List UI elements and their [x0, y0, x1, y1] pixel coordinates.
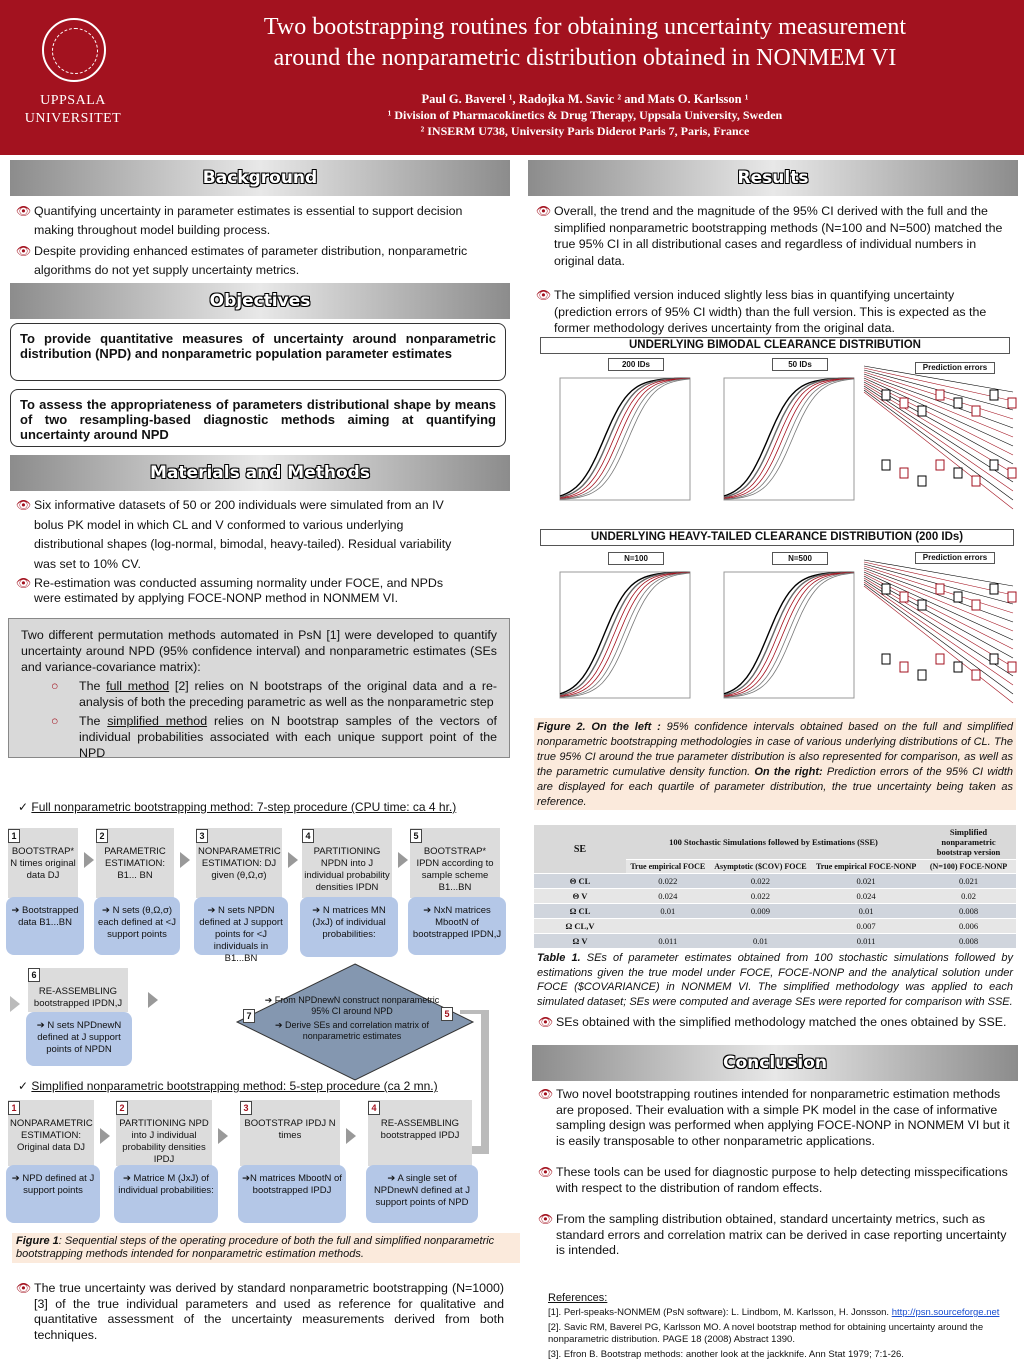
stepbox: RE-ASSEMBLING bootstrapped IPDJ: [368, 1100, 472, 1166]
results-text: [532, 203, 1012, 339]
row-label: Ω CL,V: [534, 919, 626, 934]
step-result: ➔ Bootstrapped data B1...BN: [6, 897, 84, 955]
table-1-caption: Table 1. SEs of parameter estimates obtained from 100 stochastic simulations followed by estimations given the true model under FOCE, FOCE-NONP and the analytical solution under FOCE ($COVARIANCE) in NONMEM VI. The simplified methodology was applied to each simulated dataset; SEs were computed and average SEs were reported for comparison with SSE.: [534, 950, 1016, 1014]
step-result: ➔ N matrices MN (JxJ) of individual probabilities:: [300, 897, 398, 957]
full-method-heading: ✓ Full nonparametric bootstrapping method: 7-step procedure (CPU time: ca 4 hr.): [18, 800, 457, 814]
table-cell: 0.011: [811, 934, 921, 949]
step-number: 2: [96, 829, 108, 843]
eye-bullet-icon: 👁: [16, 576, 32, 590]
simplified-method-heading: ✓ Simplified nonparametric bootstrapping method: 5-step procedure (ca 2 mn.): [18, 1079, 438, 1093]
methods-text: [12, 496, 470, 608]
eye-bullet-icon: 👁: [16, 204, 32, 218]
poster-title: Two bootstrapping routines for obtaining uncertainty measurement around the nonparametric distribution obtained in NONMEM VI: [263, 14, 907, 71]
full-method-item: ○ The full method [2] relies on N bootstraps of the original data and a re-analysis of both the preceding parametric as well as the nonparametric step: [51, 679, 497, 709]
step-number: 3: [240, 1101, 252, 1115]
step-number: 4: [368, 1101, 380, 1115]
se-note: 👁 SEs obtained with the simplified methodology matched the ones obtained by SSE.: [534, 1013, 1024, 1034]
table-column-header: True empirical FOCE-NONP: [811, 860, 921, 874]
table-cell: 0.007: [811, 919, 921, 934]
stepbox: PARAMETRIC ESTIMATION: B1... BN: [96, 828, 174, 898]
section-heading-conclusion: Conclusion: [532, 1045, 1018, 1081]
eye-bullet-icon: 👁: [538, 1015, 554, 1029]
conclusion-item: 👁 These tools can be used for diagnostic purpose to help detecting misspecifications with respect to the distribution of random effects.: [538, 1165, 1008, 1195]
arrow-right-icon: [100, 1128, 110, 1144]
diamond-text: ➔ From NPDnewN construct nonparametric 95% CI around NPD ➔ Derive SEs and correlation matrix of nonparametric estimates: [264, 995, 440, 1041]
conclusion-item: 👁 From the sampling distribution obtained, standard uncertainty metrics, such as standard errors and correlation matrix can be derived in case reporting uncertainty is intended.: [538, 1212, 1007, 1257]
psn-link[interactable]: http://psn.sourceforge.net: [891, 1307, 1000, 1318]
cdf-plot-n500: [702, 560, 862, 716]
table-cell: [626, 919, 710, 934]
table-column-header: True empirical FOCE: [626, 860, 710, 874]
table-cell: 0.011: [626, 934, 710, 949]
step-result: ➔ NxN matrices MbootN of bootstrapped IPDN,J: [408, 897, 506, 955]
eye-bullet-icon: 👁: [16, 498, 32, 512]
step-number: 2: [116, 1101, 128, 1115]
table-row: [534, 904, 1016, 919]
step-result: ➔ Matrice M (JxJ) of individual probabilities:: [114, 1165, 218, 1223]
se-header: SE: [534, 825, 626, 874]
authors: Paul G. Baverel ¹, Radojka M. Savic ² and Mats O. Karlsson ¹: [421, 92, 749, 106]
arrow-right-icon: [10, 996, 20, 1012]
true-uncertainty-text: 👁 The true uncertainty was derived by standard nonparametric bootstrapping (N=1000) [3] of the true individual parameters and used as reference for qualitative and quantitative assessment of the uncertainty measurements derived from both techniques.: [16, 1281, 504, 1342]
arrow-right-icon: [288, 852, 298, 868]
university-seal-icon: [42, 18, 106, 82]
permutation-methods-box: Two different permutation methods automated in PsN [1] were developed to quantify uncertainty around NPD (95% confidence interval) and nonparametric estimates (SEs and variance-covariance matrix): ○ The full method [2] relies on N bootstraps of the original data and a re-analysis of both the preceding parametric as well as the nonparametric step ○ The simplified method relies on N bootstrap samples of the vectors of individual probabilities associated with each unique support point of the NPD: [8, 618, 510, 758]
table-cell: 0.008: [921, 934, 1016, 949]
step-number: 7: [243, 1009, 255, 1023]
stepbox: BOOTSTRAP IPDJ N times: [240, 1100, 340, 1166]
arrow-right-icon: [84, 852, 94, 868]
panel-label: Prediction errors: [915, 362, 995, 374]
simplified-header: Simplified nonparametric bootstrap version: [921, 825, 1016, 860]
methods-item: 👁 Six informative datasets of 50 or 200 individuals were simulated from an IV bolus PK model in which CL and V conformed to various underlying distributional shapes (log-normal, bimodal, heavy-tailed). Residual variability was set to 10% CV.: [16, 498, 452, 571]
section-heading-objectives: Objectives: [10, 283, 510, 319]
step-number: 5: [410, 829, 422, 843]
section-heading-background: Background: [10, 160, 510, 196]
affiliation-1: ¹ Division of Pharmacokinetics & Drug Therapy, Uppsala University, Sweden: [387, 108, 783, 122]
table-cell: 0.01: [710, 934, 812, 949]
row-label: Ω V: [534, 934, 626, 949]
arrow-right-icon: [180, 852, 190, 868]
arrow-right-icon: [398, 852, 408, 868]
step-result: ➔ NPD defined at J support points: [6, 1165, 100, 1223]
conclusion-text: [534, 1087, 1014, 1261]
affiliation-2: ² INSERM U738, University Paris Diderot Paris 7, Paris, France: [420, 124, 750, 138]
table-cell: 0.021: [921, 874, 1016, 889]
heavy-tailed-figure-title: UNDERLYING HEAVY-TAILED CLEARANCE DISTRIBUTION (200 IDs): [540, 529, 1014, 546]
panel-label: N=100: [608, 552, 664, 565]
figure-2-caption: Figure 2. On the left : 95% confidence intervals obtained based on the full and simplified nonparametric bootstrapping methodologies in case of various underlying distributions of CL. The true 95% CI around the true parameter distribution is also represented for comparison, as well as the parametric cumulative density function. On the right: Prediction errors of the 95% CI width are displayed for each quartile of parameter distribution, the true uncertainty being taken as reference.: [534, 718, 1016, 810]
table-row: [534, 889, 1016, 904]
bimodal-figure-title: UNDERLYING BIMODAL CLEARANCE DISTRIBUTION: [540, 337, 1010, 354]
references: References: [1]. Perl-speaks-NONMEM (PsN software): L. Lindbom, M. Karlsson, H. Jonsson. http://psn.sourceforge.net [2]. Savic RM, Baverel PG, Karlsson MO. A novel bootstrap method for obtaining uncertainty around the nonparametric distribution. PAGE 18 (2008) Abstract 1390. [3]. Efron B. Bootstrap methods: another look at the jackknife. Ann Stat 1979; 7:1-26.: [548, 1292, 1014, 1361]
background-text: [12, 202, 502, 282]
poster-header: [0, 0, 1024, 155]
panel-label: 50 IDs: [772, 358, 828, 371]
cdf-plot-n100: [538, 560, 698, 716]
panel-label: N=500: [772, 552, 828, 565]
se-table-container: [534, 825, 1016, 949]
row-label: Θ V: [534, 889, 626, 904]
section-heading-methods: Materials and Methods: [10, 455, 510, 491]
step-result: ➔ A single set of NPDnewN defined at J support points of NPD: [366, 1165, 478, 1223]
reference-3: [3]. Efron B. Bootstrap methods: another look at the jackknife. Ann Stat 1979; 7:1-26.: [548, 1349, 904, 1360]
stepbox: BOOTSTRAP* IPDN according to sample scheme B1...BN: [410, 828, 500, 898]
step-result: ➔ N sets NPDN defined at J support points for <J individuals in B1...BN: [194, 897, 288, 955]
step-result: ➔ N sets (θ,Ω,σ) each defined at <J support points: [94, 897, 180, 955]
figure-1-caption: Figure 1: Sequential steps of the operating procedure of both the full and simplified nonparametric bootstrapping methods intended for nonparametric estimation methods.: [12, 1233, 520, 1263]
step-number: 6: [28, 968, 40, 982]
step-number: 1: [8, 829, 20, 843]
table-row: [534, 934, 1016, 949]
table-cell: 0.008: [921, 904, 1016, 919]
eye-bullet-icon: 👁: [16, 1281, 32, 1295]
table-cell: 0.022: [626, 874, 710, 889]
row-label: Ω CL: [534, 904, 626, 919]
step-number: 1: [8, 1101, 20, 1115]
university-name: UPPSALA UNIVERSITET: [24, 93, 122, 126]
stepbox: NONPARAMETRIC ESTIMATION: DJ given (θ,Ω,σ): [196, 828, 282, 898]
prediction-errors-plot: [860, 362, 1018, 520]
table-cell: [710, 919, 812, 934]
methods-item: 👁 Re-estimation was conducted assuming normality under FOCE, and NPDs were estimated by applying FOCE-NONP method in NONMEM VI.: [16, 576, 444, 605]
conclusion-item: 👁 Two novel bootstrapping routines intended for nonparametric estimation methods are proposed. Their evaluation with a simple PK model in the case of informative sampling design was performed when applying FOCE-NONP in NONMEM VI but it is easily transposable to other nonparametric applications.: [538, 1087, 1010, 1148]
step-result: ➔N matrices MbootN of bootstrapped IPDJ: [238, 1165, 346, 1223]
table-cell: 0.022: [710, 889, 812, 904]
stepbox: PARTITIONING NPDN into J individual probability densities IPDN: [302, 828, 392, 898]
stepbox: RE-ASSEMBLING bootstrapped IPDN,J: [28, 968, 128, 1012]
eye-bullet-icon: 👁: [536, 204, 552, 218]
row-label: Θ CL: [534, 874, 626, 889]
step-number: 5: [441, 1007, 453, 1021]
cdf-plot-200-ids: [538, 366, 698, 518]
step-number: 4: [302, 829, 314, 843]
table-row: [534, 874, 1016, 889]
table-cell: 0.024: [626, 889, 710, 904]
stepbox: NONPARAMETRIC ESTIMATION: Original data DJ: [8, 1100, 94, 1166]
table-cell: 0.01: [626, 904, 710, 919]
stepbox: PARTITIONING NPD into J individual probability densities IPDJ: [116, 1100, 212, 1166]
prediction-errors-plot: [860, 556, 1018, 714]
background-item: 👁 Despite providing enhanced estimates of parameter distribution, nonparametric algorithms do not yet supply uncertainty metrics.: [16, 244, 468, 277]
panel-label: 200 IDs: [608, 358, 664, 371]
results-item: 👁 The simplified version induced slightly less bias in quantifying uncertainty (prediction errors of 95% CI width) than the full version. This is expected as the former methodology derives uncertainty from the original data.: [536, 288, 987, 335]
table-column-header: Asymptotic ($COV) FOCE: [710, 860, 812, 874]
table-cell: 0.009: [710, 904, 812, 919]
background-item: 👁 Quantifying uncertainty in parameter estimates is essential to support decision making throughout model building process.: [16, 204, 463, 237]
table-cell: 0.006: [921, 919, 1016, 934]
arrow-right-icon: [218, 1128, 228, 1144]
eye-bullet-icon: 👁: [538, 1165, 554, 1179]
stepbox: BOOTSTRAP* N times original data DJ: [8, 828, 78, 898]
sse-group-header: 100 Stochastic Simulations followed by Estimations (SSE): [626, 825, 921, 860]
eye-bullet-icon: 👁: [536, 288, 552, 302]
objective-box-1: To provide quantitative measures of uncertainty around nonparametric distribution (NPD) and nonparametric population parameter estimates: [10, 323, 506, 381]
arrow-right-icon: [148, 992, 158, 1008]
objective-box-2: To assess the appropriateness of parameters distributional shape by means of two resampling-based diagnostic methods aiming at quantifying uncertainty around NPD: [10, 389, 506, 447]
eye-bullet-icon: 👁: [538, 1087, 554, 1101]
se-table: [534, 825, 1016, 949]
reference-2: [2]. Savic RM, Baverel PG, Karlsson MO. A novel bootstrap method for obtaining uncertainty around the nonparametric distribution. PAGE 18 (2008) Abstract 1390.: [548, 1322, 984, 1345]
table-cell: 0.021: [811, 874, 921, 889]
reference-1: [1]. Perl-speaks-NONMEM (PsN software): L. Lindbom, M. Karlsson, H. Jonsson. http://psn.sourceforge.net: [548, 1307, 1000, 1318]
table-cell: 0.022: [710, 874, 812, 889]
table-cell: 0.02: [921, 889, 1016, 904]
simplified-method-item: ○ The simplified method relies on N bootstrap samples of the vectors of individual probabilities associated with each unique support point of the NPD: [51, 714, 497, 760]
eye-bullet-icon: 👁: [538, 1212, 554, 1226]
step-number: 3: [196, 829, 208, 843]
table-cell: 0.01: [811, 904, 921, 919]
table-row: [534, 919, 1016, 934]
section-heading-results: Results: [528, 160, 1018, 196]
table-column-header: (N=100) FOCE-NONP: [921, 860, 1016, 874]
panel-label: Prediction errors: [915, 552, 995, 564]
arrow-right-icon: [346, 1128, 356, 1144]
cdf-plot-50-ids: [702, 366, 862, 518]
eye-bullet-icon: 👁: [16, 244, 32, 258]
table-cell: 0.024: [811, 889, 921, 904]
step-result: ➔ N sets NPDnewN defined at J support points of NPDN: [26, 1012, 132, 1066]
results-item: 👁 Overall, the trend and the magnitude of the 95% CI derived with the full and the simplified nonparametric bootstrapping methods (N=100 and N=500) matched the true 95% CI in all distributional cases and regardless of individual numbers in original data.: [536, 204, 1003, 268]
